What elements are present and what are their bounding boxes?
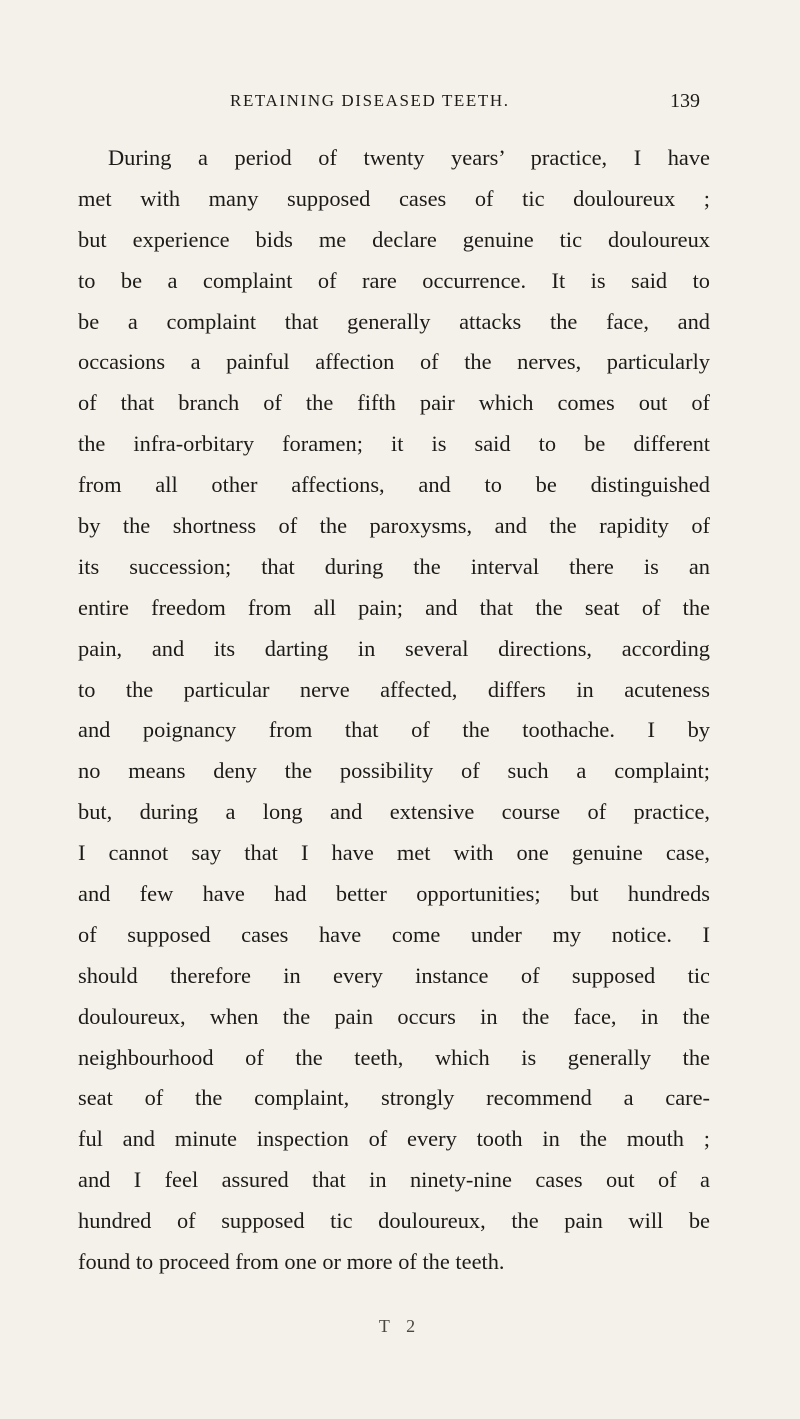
text-line: should therefore in every instance of supposed tic [78, 962, 710, 988]
text-line: and poignancy from that of the toothache. I by [78, 717, 710, 743]
signature-mark: T 2 [378, 1316, 422, 1336]
text-line: to be a complaint of rare occurrence. It is said to [78, 267, 710, 293]
text-line: douloureux, when the pain occurs in the face, in the [78, 1003, 710, 1029]
text-line: but experience bids me declare genuine tic douloureux [78, 226, 710, 252]
text-line: entire freedom from all pain; and that the seat of the [78, 594, 710, 620]
page-number: 139 [670, 90, 700, 112]
body-paragraph [78, 138, 710, 1283]
text-line: no means deny the possibility of such a complaint; [78, 758, 710, 784]
text-line: be a complaint that generally attacks the face, and [78, 308, 710, 334]
text-line: and few have had better opportunities; but hundreds [78, 881, 710, 907]
text-line: found to proceed from one or more of the teeth. [78, 1249, 505, 1275]
text-line: neighbourhood of the teeth, which is generally the [78, 1044, 710, 1070]
text-line: ful and minute inspection of every tooth in the mouth ; [78, 1126, 710, 1152]
running-title: RETAINING DISEASED TEETH. [230, 91, 510, 110]
text-line: but, during a long and extensive course of practice, [78, 799, 710, 825]
text-line: I cannot say that I have met with one genuine case, [78, 840, 710, 866]
text-line: by the shortness of the paroxysms, and the rapidity of [78, 513, 710, 539]
text-line: and I feel assured that in ninety-nine cases out of a [78, 1167, 710, 1193]
text-line: hundred of supposed tic douloureux, the pain will be [78, 1208, 710, 1234]
running-head [100, 86, 700, 116]
text-line: met with many supposed cases of tic douloureux ; [78, 185, 710, 211]
text-line: from all other affections, and to be distinguished [78, 472, 710, 498]
text-line: pain, and its darting in several directions, according [78, 635, 710, 661]
text-line: seat of the complaint, strongly recommend a care- [78, 1085, 710, 1111]
text-line: During a period of twenty years’ practice, I have [108, 145, 710, 170]
text-line: its succession; that during the interval there is an [78, 553, 710, 579]
text-line: occasions a painful affection of the nerves, particularly [78, 349, 710, 375]
text-line: to the particular nerve affected, differs in acuteness [78, 676, 710, 702]
text-line: the infra-orbitary foramen; it is said to be different [78, 431, 710, 457]
text-line: of supposed cases have come under my notice. I [78, 921, 710, 947]
text-line: of that branch of the fifth pair which comes out of [78, 390, 710, 416]
